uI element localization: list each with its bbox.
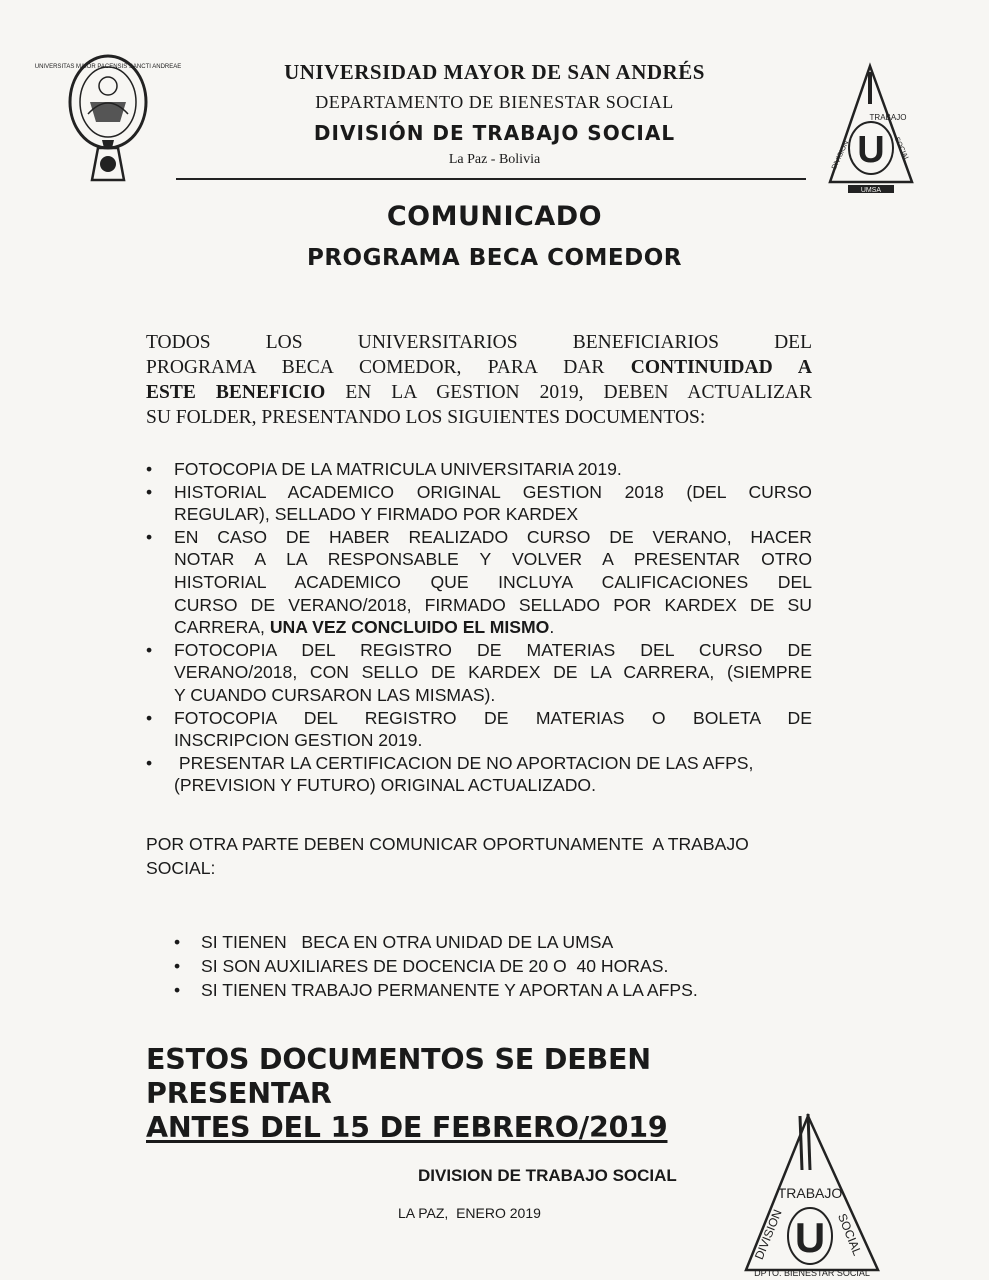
logo-right-text: SOCIAL bbox=[892, 136, 910, 163]
notice-line: POR OTRA PARTE DEBEN COMUNICAR OPORTUNAMENTE A TRABAJO bbox=[146, 834, 749, 854]
logo-top-text: TRABAJO bbox=[869, 113, 907, 122]
signature-division: DIVISION DE TRABAJO SOCIAL bbox=[418, 1166, 677, 1185]
item-text: SI SON AUXILIARES DE DOCENCIA DE 20 O 40 HORAS. bbox=[201, 956, 669, 976]
item-line: EN CASO DE HABER REALIZADO CURSO DE VERANO, HACER bbox=[174, 526, 812, 547]
intro-line: TODOS LOS UNIVERSITARIOS BENEFICIARIOS DEL bbox=[146, 332, 812, 353]
list-item bbox=[146, 458, 812, 481]
item-text: SI TIENEN BECA EN OTRA UNIDAD DE LA UMSA bbox=[201, 932, 614, 952]
intro-line bbox=[146, 355, 812, 380]
item-line: FOTOCOPIA DEL REGISTRO DE MATERIAS DEL CURSO DE bbox=[174, 639, 812, 660]
division-stamp-icon bbox=[742, 1112, 884, 1280]
logo-letter: U bbox=[857, 129, 885, 171]
item-text: CARRERA, bbox=[174, 617, 270, 638]
notice-line: SOCIAL: bbox=[146, 858, 216, 878]
bullet-icon: • bbox=[146, 526, 153, 547]
bullet-icon: • bbox=[146, 481, 153, 502]
item-line: HISTORIAL ACADEMICO QUE INCLUYA CALIFICACIONES DEL bbox=[174, 571, 812, 592]
intro-text: EN LA GESTION 2019, DEBEN ACTUALIZAR bbox=[325, 382, 812, 403]
deadline-line: ESTOS DOCUMENTOS SE DEBEN PRESENTAR bbox=[146, 1043, 651, 1110]
intro-bold-text: CONTINUIDAD A bbox=[630, 357, 812, 378]
item-text: . bbox=[549, 617, 555, 638]
logo-left-text: DIVISION bbox=[830, 139, 851, 171]
page-subtitle: PROGRAMA BECA COMEDOR bbox=[306, 245, 683, 271]
item-line: REGULAR), SELLADO Y FIRMADO POR KARDEX bbox=[174, 504, 579, 525]
list-item bbox=[146, 752, 812, 797]
bullet-icon: • bbox=[146, 752, 153, 773]
list-item bbox=[146, 707, 812, 752]
stamp-right-text: SOCIAL bbox=[834, 1211, 865, 1258]
division-name: DIVISIÓN DE TRABAJO SOCIAL bbox=[313, 121, 676, 145]
trabajo-social-logo-icon bbox=[826, 64, 916, 194]
requirements-list bbox=[146, 458, 812, 797]
list-item bbox=[146, 481, 812, 526]
list-item bbox=[174, 930, 698, 954]
deadline-notice bbox=[146, 1043, 816, 1145]
bullet-icon: • bbox=[174, 956, 181, 976]
seal-text: UNIVERSITAS MAIOR PACENSIS SANCTI ANDREAE bbox=[34, 64, 182, 70]
stamp-left-text: DIVISION bbox=[751, 1207, 785, 1262]
item-line: Y CUANDO CURSARON LAS MISMAS). bbox=[174, 684, 496, 705]
item-line: FOTOCOPIA DE LA MATRICULA UNIVERSITARIA 2019. bbox=[174, 459, 622, 479]
list-item bbox=[174, 978, 698, 1002]
signature-date: LA PAZ, ENERO 2019 bbox=[398, 1205, 541, 1221]
university-name: UNIVERSIDAD MAYOR DE SAN ANDRÉS bbox=[284, 60, 705, 84]
item-line: INSCRIPCION GESTION 2019. bbox=[174, 730, 423, 751]
intro-paragraph bbox=[146, 330, 812, 430]
item-line bbox=[174, 616, 812, 639]
header-divider bbox=[176, 178, 806, 180]
intro-line bbox=[146, 380, 812, 405]
item-line: CURSO DE VERANO/2018, FIRMADO SELLADO POR KARDEX DE SU bbox=[174, 594, 812, 615]
list-item bbox=[174, 954, 698, 978]
list-item bbox=[146, 639, 812, 707]
item-line: FOTOCOPIA DEL REGISTRO DE MATERIAS O BOLETA DE bbox=[174, 707, 812, 728]
list-item bbox=[146, 526, 812, 639]
city-label: La Paz - Bolivia bbox=[448, 152, 541, 167]
item-bold-text: UNA VEZ CONCLUIDO EL MISMO bbox=[269, 617, 550, 638]
stamp-letter: U bbox=[794, 1214, 826, 1261]
department-name: DEPARTAMENTO DE BIENESTAR SOCIAL bbox=[315, 92, 674, 112]
notice-paragraph bbox=[146, 832, 812, 880]
item-line: HISTORIAL ACADEMICO ORIGINAL GESTION 2018 (DEL CURSO bbox=[174, 481, 812, 502]
intro-line: SU FOLDER, PRESENTANDO LOS SIGUIENTES DOCUMENTOS: bbox=[146, 407, 706, 428]
stamp-top-text: TRABAJO bbox=[777, 1185, 843, 1201]
stamp-bottom-text: DPTO. BIENESTAR SOCIAL bbox=[754, 1268, 870, 1278]
intro-text: PROGRAMA BECA COMEDOR, PARA DAR bbox=[146, 357, 631, 378]
bullet-icon: • bbox=[146, 707, 153, 728]
notify-list bbox=[174, 930, 698, 1002]
logo-bottom-text: UMSA bbox=[860, 187, 882, 194]
bullet-icon: • bbox=[146, 459, 153, 479]
page-title: COMUNICADO bbox=[386, 201, 603, 232]
item-line: VERANO/2018, CON SELLO DE KARDEX DE LA CARRERA, (SIEMPRE bbox=[174, 662, 812, 683]
bullet-icon: • bbox=[174, 980, 181, 1000]
bullet-icon: • bbox=[146, 639, 153, 660]
item-line: (PREVISION Y FUTURO) ORIGINAL ACTUALIZADO. bbox=[174, 775, 596, 796]
item-line: PRESENTAR LA CERTIFICACION DE NO APORTACION DE LAS AFPS, bbox=[174, 752, 754, 773]
bullet-icon: • bbox=[174, 932, 181, 952]
item-text: SI TIENEN TRABAJO PERMANENTE Y APORTAN A LA AFPS. bbox=[201, 980, 698, 1000]
deadline-date: ANTES DEL 15 DE FEBRERO/2019 bbox=[146, 1111, 668, 1144]
intro-bold-text: ESTE BENEFICIO bbox=[146, 382, 326, 403]
item-line: NOTAR A LA RESPONSABLE Y VOLVER A PRESENTAR OTRO bbox=[174, 549, 812, 570]
